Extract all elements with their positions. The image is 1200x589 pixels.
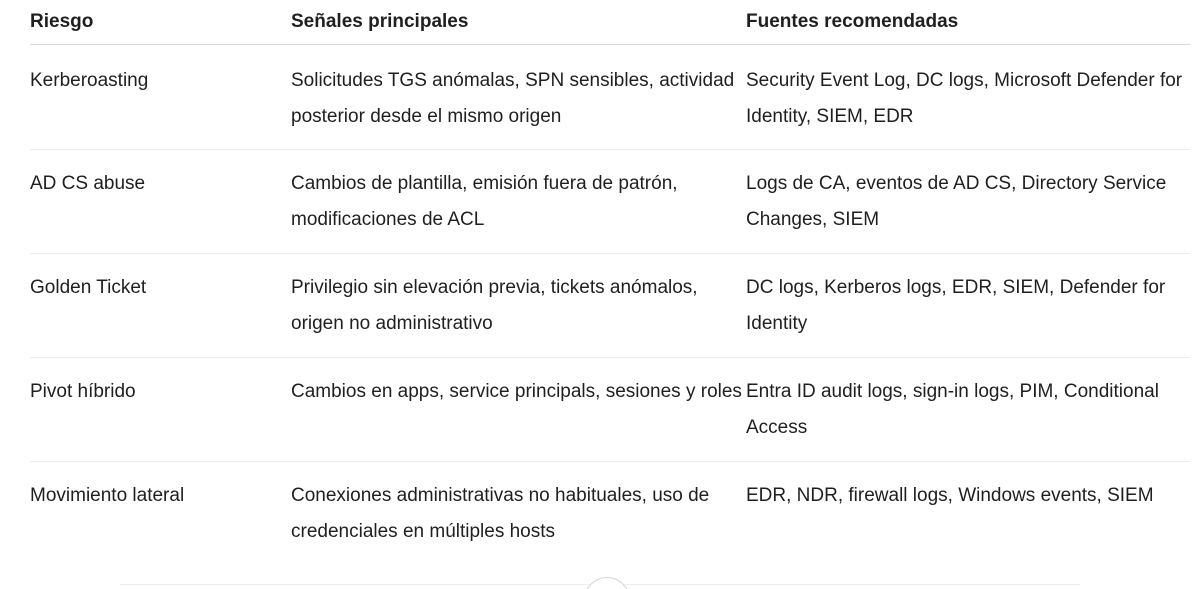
signals-cell xyxy=(291,462,746,551)
risk-text: Golden Ticket xyxy=(30,277,147,298)
table-row xyxy=(30,462,1190,551)
sources-text: EDR, NDR, firewall logs, Windows events, SIEM xyxy=(746,485,1154,506)
header-signals: Señales principales xyxy=(291,0,746,45)
sources-text: Entra ID audit logs, sign-in logs, PIM, Conditional Access xyxy=(746,381,1159,438)
signals-cell xyxy=(291,254,746,358)
risk-table xyxy=(30,0,1190,550)
risk-text: Kerberoasting xyxy=(30,70,149,91)
risk-text: Movimiento lateral xyxy=(30,485,185,506)
header-sources: Fuentes recomendadas xyxy=(746,0,1190,45)
risk-cell xyxy=(30,358,291,462)
risk-text: AD CS abuse xyxy=(30,173,146,194)
signals-text: Solicitudes TGS anómalas, SPN sensibles, actividad posterior desde el mismo origen xyxy=(291,70,735,127)
signals-text: Cambios de plantilla, emisión fuera de patrón, modificaciones de ACL xyxy=(291,173,678,230)
sources-text: Security Event Log, DC logs, Microsoft Defender for Identity, SIEM, EDR xyxy=(746,70,1183,127)
signals-text: Privilegio sin elevación previa, tickets anómalos, origen no administrativo xyxy=(291,277,698,334)
sources-cell xyxy=(746,254,1190,358)
table-row xyxy=(30,358,1190,462)
signals-cell xyxy=(291,45,746,150)
risk-cell xyxy=(30,254,291,358)
table-row xyxy=(30,254,1190,358)
sources-cell xyxy=(746,150,1190,254)
sources-cell xyxy=(746,358,1190,462)
risk-cell xyxy=(30,45,291,150)
risk-cell xyxy=(30,462,291,551)
sources-cell xyxy=(746,462,1190,551)
risk-cell xyxy=(30,150,291,254)
risk-text: Pivot híbrido xyxy=(30,381,136,402)
signals-text: Cambios en apps, service principals, sesiones y roles xyxy=(291,381,742,402)
signals-text: Conexiones administrativas no habituales, uso de credenciales en múltiples hosts xyxy=(291,485,710,542)
sources-text: Logs de CA, eventos de AD CS, Directory Service Changes, SIEM xyxy=(746,173,1167,230)
signals-cell xyxy=(291,358,746,462)
signals-cell xyxy=(291,150,746,254)
table-row xyxy=(30,45,1190,150)
sources-cell xyxy=(746,45,1190,150)
scroll-down-button[interactable] xyxy=(584,577,630,589)
sources-text: DC logs, Kerberos logs, EDR, SIEM, Defender for Identity xyxy=(746,277,1166,334)
table-header-row xyxy=(30,0,1190,45)
header-risk: Riesgo xyxy=(30,0,291,45)
table-row xyxy=(30,150,1190,254)
